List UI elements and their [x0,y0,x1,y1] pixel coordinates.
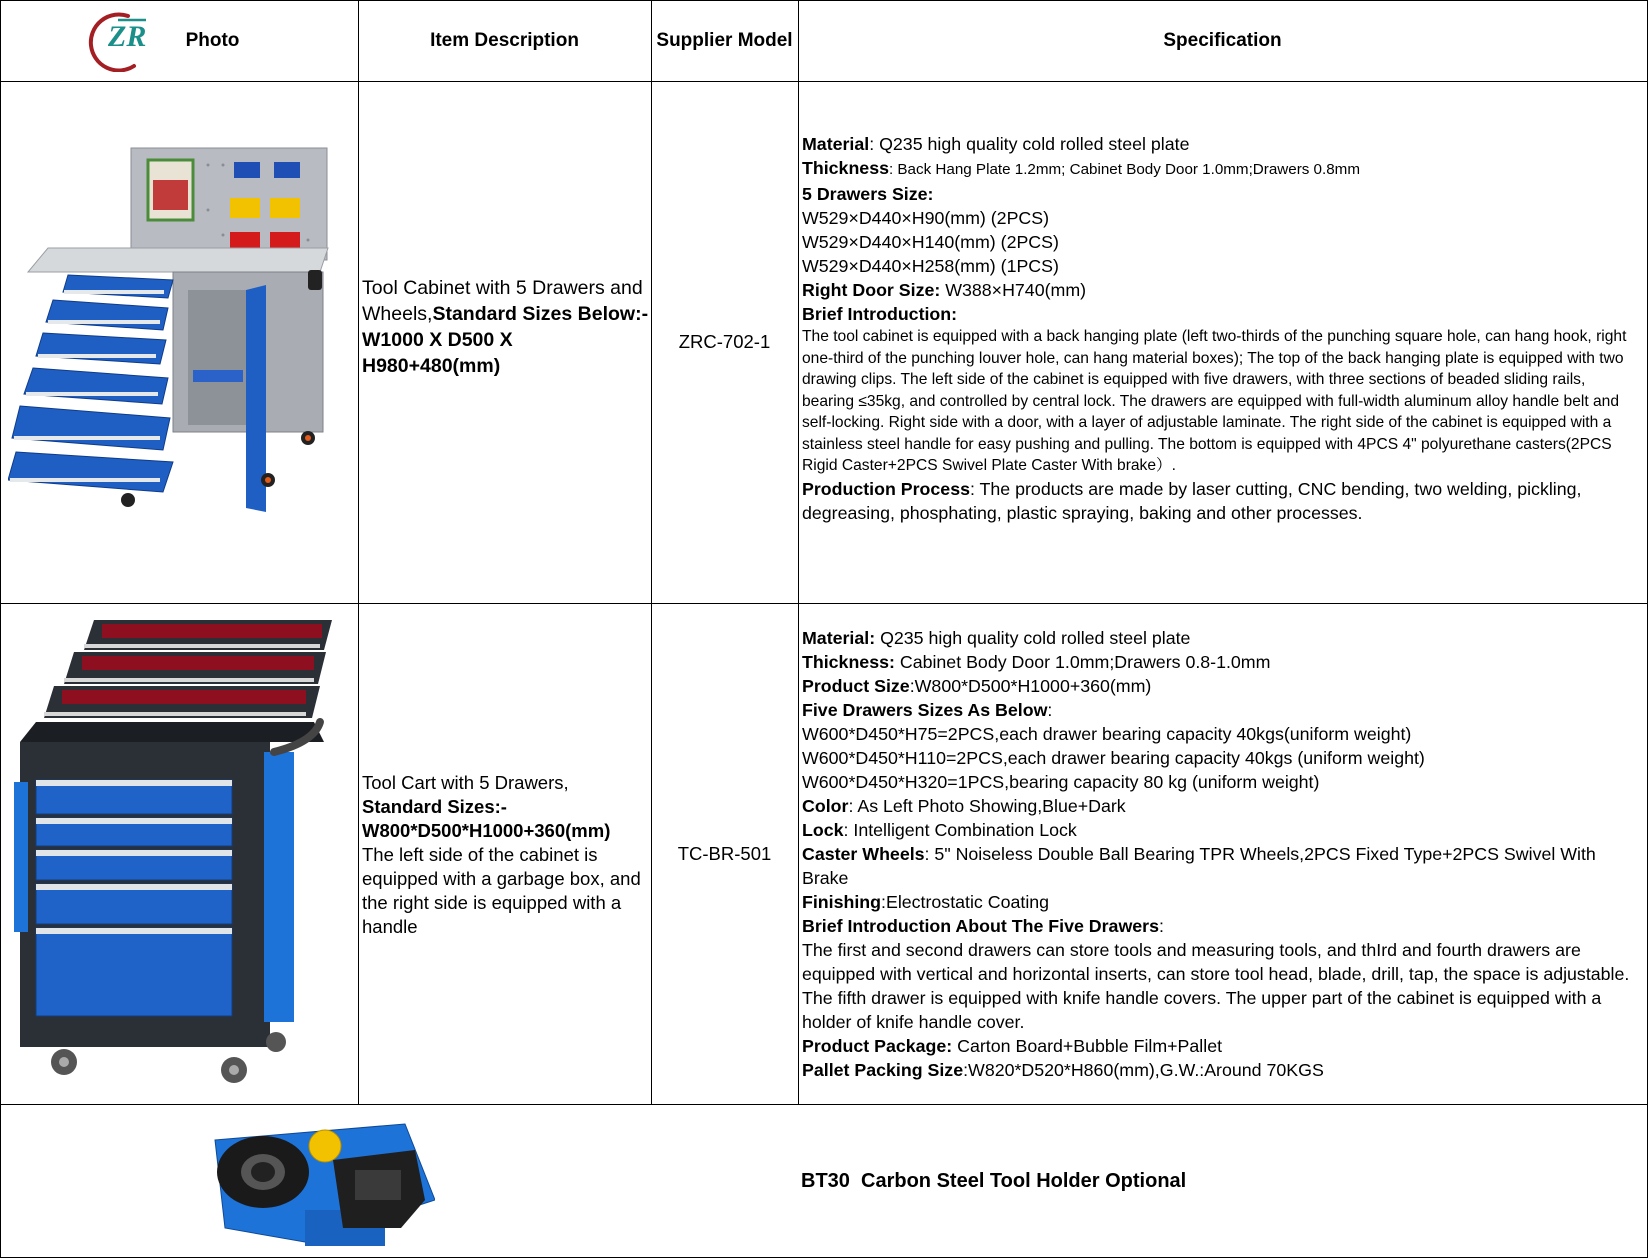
row2-finishing-label: Finishing [802,892,882,912]
row2-lock-value: : Intelligent Combination Lock [843,820,1077,840]
row1-photo [8,140,338,540]
row1-door-value: W388×H740(mm) [940,280,1087,300]
row1-size-line1: W1000 X D500 X [362,329,513,351]
row2-spec [798,626,1647,1082]
row2-caster-label: Caster Wheels [802,844,925,864]
row1-description-plain: Tool Cabinet with 5 Drawers and Wheels, [362,277,643,325]
header-item-description: Item Description [430,29,579,51]
company-logo [88,8,154,72]
row1-drawers-label: 5 Drawers Size: [802,184,934,204]
row2-material-label: Material: [802,628,876,648]
row2-product-size-label: Product Size [802,676,910,696]
row1-thickness-label: Thickness [802,158,889,178]
row1-description [358,275,651,379]
row2-model: TC-BR-501 [677,842,772,864]
row1-material-value: : Q235 high quality cold rolled steel plate [869,134,1190,154]
row2-description [358,771,651,939]
header-photo-cell [0,0,358,81]
tool-cart-image [14,612,344,1092]
row1-brief-label: Brief Introduction: [802,304,958,324]
header-photo: Photo [185,29,240,51]
row1-model: ZRC-702-1 [678,331,771,352]
row2-pallet-value: :W820*D520*H860(mm),G.W.:Around 70KGS [963,1060,1324,1080]
row2-material-value: Q235 high quality cold rolled steel plate [875,628,1191,648]
row1-size-line2: H980+480(mm) [362,355,501,377]
grid-line [0,1104,1648,1105]
row2-color-label: Color [802,796,849,816]
tool-holder-image [205,1110,435,1252]
row1-process-value: : The products are made by laser cutting, CNC bending, two welding, pickling, degreasing, phosphating, plastic spraying, baking and other processes. [802,478,1582,523]
row2-thickness-label: Thickness: [802,652,895,672]
grid-line [0,81,1648,82]
row2-description-extra: The left side of the cabinet is equipped with a garbage box, and the right side is equipped with a handle [362,844,641,937]
grid-line [0,0,1,1258]
row2-pallet-label: Pallet Packing Size [802,1060,964,1080]
header-specification: Specification [1163,29,1282,51]
row2-brief-colon: : [1158,916,1164,936]
row1-thickness-value: : Back Hang Plate 1.2mm; Cabinet Body Door 1.0mm;Drawers 0.8mm [888,161,1360,178]
grid-line [0,603,1648,604]
row1-drawer-size: W529×D440×H90(mm) (2PCS) [802,208,1050,228]
row1-spec [798,132,1647,525]
footer-photo [205,1110,435,1252]
row2-color-value: : As Left Photo Showing,Blue+Dark [848,796,1126,816]
header-supplier-model: Supplier Model [656,29,793,51]
row2-thickness-value: Cabinet Body Door 1.0mm;Drawers 0.8-1.0mm [894,652,1271,672]
grid-line [0,1257,1648,1258]
row2-package-label: Product Package: [802,1036,953,1056]
row2-drawer-line: W600*D450*H110=2PCS,each drawer bearing capacity 40kgs (uniform weight) [802,748,1425,768]
row1-brief-text: The tool cabinet is equipped with a back hanging plate (left two-thirds of the punching square hole, can hang hook, right one-third of the punching louver hole, can hang material boxes); The top of the back hanging plate is equipped with two drawing clips. The left side of the cabinet is equipped with five drawers, with three sections of beaded sliding rails, bearing ≤35kg, and controlled by central lock. The drawers are equipped with full-width aluminum alloy handle belt and self-locking. Right side with a door, with a layer of adjustable laminate. The right side of the cabinet is equipped with a stainless steel handle for easy pushing and pulling. The bottom is equipped with 4PCS 4" polyurethane casters(2PCS Rigid Caster+2PCS Swivel Plate Caster With brake）. [802,328,1627,474]
row2-lock-label: Lock [802,820,844,840]
row2-five-drawers-colon: : [1047,700,1053,720]
row2-description-plain: Tool Cart with 5 Drawers, [362,772,569,793]
row1-drawer-size: W529×D440×H140(mm) (2PCS) [802,232,1059,252]
row2-photo [14,612,344,1092]
row2-description-bold-2: W800*D500*H1000+360(mm) [362,820,611,841]
row1-material-label: Material [802,134,870,154]
tool-cabinet-image [8,140,338,540]
row2-drawer-line: W600*D450*H320=1PCS,bearing capacity 80 kg (uniform weight) [802,772,1320,792]
row2-brief-label: Brief Introduction About The Five Drawers [802,916,1159,936]
row2-finishing-value: :Electrostatic Coating [881,892,1050,912]
row1-drawer-size: W529×D440×H258(mm) (1PCS) [802,256,1059,276]
row1-door-label: Right Door Size: [802,280,941,300]
row2-package-value: Carton Board+Bubble Film+Pallet [952,1036,1223,1056]
row2-product-size-value: :W800*D500*H1000+360(mm) [909,676,1152,696]
row2-description-bold-1: Standard Sizes:- [362,796,507,817]
row1-description-bold: Standard Sizes Below:- [432,303,649,325]
row1-process-label: Production Process [802,478,970,499]
row2-brief-text: The first and second drawers can store tools and measuring tools, and thIrd and fourth drawers are equipped with vertical and horizontal inserts, can store tool head, blade, drill, tap, the space is adjustable. The fifth drawer is equipped with knife handle covers. The upper part of the cabinet is equipped with a holder of knife handle cover. [802,940,1630,1032]
footer-text: BT30 Carbon Steel Tool Holder Optional [801,1170,1187,1192]
row2-caster-value: : 5" Noiseless Double Ball Bearing TPR Wheels,2PCS Fixed Type+2PCS Swivel With Brake [802,844,1596,888]
row2-drawer-line: W600*D450*H75=2PCS,each drawer bearing capacity 40kgs(uniform weight) [802,724,1412,744]
logo-text: ZR [108,20,147,53]
row2-five-drawers-label: Five Drawers Sizes As Below [802,700,1048,720]
